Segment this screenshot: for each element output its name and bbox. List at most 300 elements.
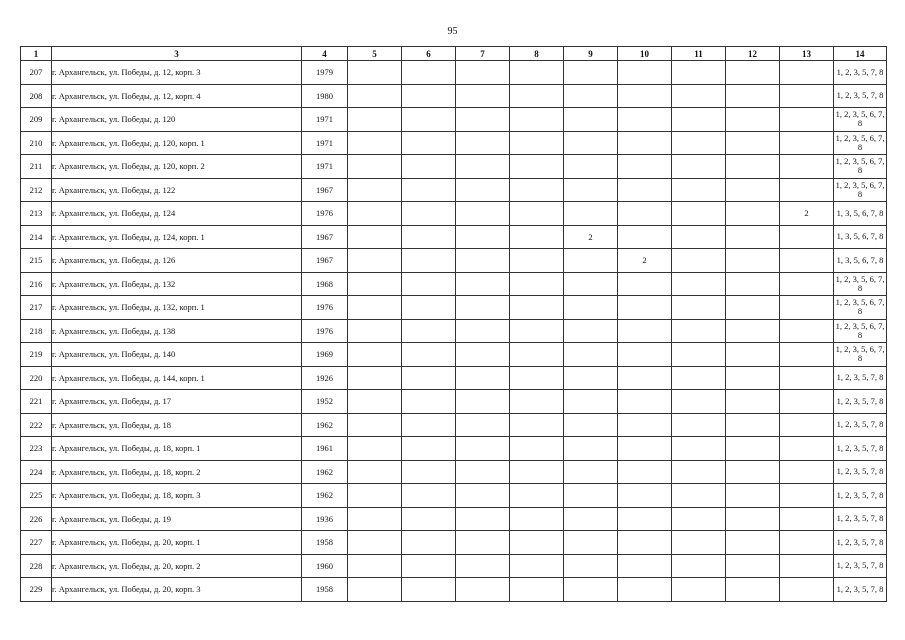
column-header: 11 (672, 47, 726, 61)
column-header: 9 (564, 47, 618, 61)
col12-cell (726, 554, 780, 578)
col11-cell (672, 131, 726, 155)
col6-cell (402, 413, 456, 437)
col10-cell: 2 (618, 249, 672, 273)
col6-cell (402, 61, 456, 85)
col14-cell: 1, 2, 3, 5, 6, 7, 8 (834, 272, 887, 296)
col13-cell (780, 578, 834, 602)
column-header: 12 (726, 47, 780, 61)
col7-cell (456, 343, 510, 367)
col11-cell (672, 437, 726, 461)
col5-cell (348, 366, 402, 390)
col14-cell: 1, 2, 3, 5, 7, 8 (834, 84, 887, 108)
row-number: 215 (21, 249, 52, 273)
row-number: 226 (21, 507, 52, 531)
col13-cell (780, 507, 834, 531)
col6-cell (402, 202, 456, 226)
address-cell: г. Архангельск, ул. Победы, д. 120, корп. 1 (52, 131, 302, 155)
address-cell: г. Архангельск, ул. Победы, д. 20, корп. 1 (52, 531, 302, 555)
col11-cell (672, 484, 726, 508)
col14-cell: 1, 2, 3, 5, 6, 7, 8 (834, 178, 887, 202)
col12-cell (726, 343, 780, 367)
row-number: 225 (21, 484, 52, 508)
col7-cell (456, 61, 510, 85)
col14-cell: 1, 2, 3, 5, 7, 8 (834, 578, 887, 602)
col8-cell (510, 319, 564, 343)
col11-cell (672, 343, 726, 367)
address-cell: г. Архангельск, ул. Победы, д. 18, корп. 1 (52, 437, 302, 461)
col9-cell (564, 554, 618, 578)
col13-cell (780, 296, 834, 320)
col11-cell (672, 225, 726, 249)
col8-cell (510, 578, 564, 602)
col12-cell (726, 531, 780, 555)
row-number: 218 (21, 319, 52, 343)
col6-cell (402, 484, 456, 508)
col11-cell (672, 272, 726, 296)
col9-cell (564, 319, 618, 343)
address-cell: г. Архангельск, ул. Победы, д. 132 (52, 272, 302, 296)
col11-cell (672, 390, 726, 414)
address-cell: г. Архангельск, ул. Победы, д. 120, корп. 2 (52, 155, 302, 179)
col12-cell (726, 484, 780, 508)
col12-cell (726, 366, 780, 390)
col13-cell (780, 272, 834, 296)
year-cell: 1958 (302, 578, 348, 602)
col8-cell (510, 131, 564, 155)
col6-cell (402, 390, 456, 414)
table-row (21, 225, 887, 249)
row-number: 227 (21, 531, 52, 555)
col14-cell: 1, 2, 3, 5, 6, 7, 8 (834, 343, 887, 367)
col12-cell (726, 61, 780, 85)
address-cell: г. Архангельск, ул. Победы, д. 126 (52, 249, 302, 273)
row-number: 211 (21, 155, 52, 179)
col8-cell (510, 155, 564, 179)
row-number: 220 (21, 366, 52, 390)
col10-cell (618, 84, 672, 108)
col9-cell (564, 202, 618, 226)
year-cell: 1971 (302, 108, 348, 132)
year-cell: 1962 (302, 460, 348, 484)
row-number: 212 (21, 178, 52, 202)
table-row (21, 61, 887, 85)
address-cell: г. Архангельск, ул. Победы, д. 138 (52, 319, 302, 343)
col10-cell (618, 484, 672, 508)
col14-cell: 1, 2, 3, 5, 7, 8 (834, 531, 887, 555)
col11-cell (672, 84, 726, 108)
col10-cell (618, 437, 672, 461)
col11-cell (672, 554, 726, 578)
address-cell: г. Архангельск, ул. Победы, д. 12, корп. 3 (52, 61, 302, 85)
col10-cell (618, 366, 672, 390)
col8-cell (510, 507, 564, 531)
col13-cell (780, 366, 834, 390)
col9-cell (564, 507, 618, 531)
col9-cell (564, 484, 618, 508)
col5-cell (348, 413, 402, 437)
col6-cell (402, 178, 456, 202)
col11-cell (672, 155, 726, 179)
col12-cell (726, 437, 780, 461)
col7-cell (456, 202, 510, 226)
table-row (21, 84, 887, 108)
col6-cell (402, 554, 456, 578)
table-row (21, 108, 887, 132)
col13-cell (780, 460, 834, 484)
col11-cell (672, 296, 726, 320)
col6-cell (402, 225, 456, 249)
table-row (21, 366, 887, 390)
col14-cell: 1, 2, 3, 5, 6, 7, 8 (834, 108, 887, 132)
col13-cell: 2 (780, 202, 834, 226)
col13-cell (780, 108, 834, 132)
col8-cell (510, 84, 564, 108)
col13-cell (780, 131, 834, 155)
row-number: 216 (21, 272, 52, 296)
col9-cell (564, 61, 618, 85)
row-number: 210 (21, 131, 52, 155)
col13-cell (780, 484, 834, 508)
col14-cell: 1, 2, 3, 5, 6, 7, 8 (834, 296, 887, 320)
col6-cell (402, 296, 456, 320)
col5-cell (348, 61, 402, 85)
col12-cell (726, 108, 780, 132)
page-number: 95 (447, 26, 458, 37)
address-cell: г. Архангельск, ул. Победы, д. 124, корп. 1 (52, 225, 302, 249)
col6-cell (402, 437, 456, 461)
col14-cell: 1, 2, 3, 5, 7, 8 (834, 554, 887, 578)
col12-cell (726, 390, 780, 414)
col6-cell (402, 578, 456, 602)
address-cell: г. Архангельск, ул. Победы, д. 140 (52, 343, 302, 367)
col10-cell (618, 319, 672, 343)
col9-cell (564, 178, 618, 202)
col6-cell (402, 507, 456, 531)
address-cell: г. Архангельск, ул. Победы, д. 122 (52, 178, 302, 202)
col10-cell (618, 554, 672, 578)
col11-cell (672, 531, 726, 555)
col7-cell (456, 507, 510, 531)
row-number: 208 (21, 84, 52, 108)
col7-cell (456, 249, 510, 273)
address-cell: г. Архангельск, ул. Победы, д. 12, корп. 4 (52, 84, 302, 108)
col14-cell: 1, 2, 3, 5, 7, 8 (834, 61, 887, 85)
col11-cell (672, 108, 726, 132)
col9-cell (564, 578, 618, 602)
col13-cell (780, 319, 834, 343)
col11-cell (672, 249, 726, 273)
address-cell: г. Архангельск, ул. Победы, д. 18, корп. 2 (52, 460, 302, 484)
col10-cell (618, 413, 672, 437)
row-number: 228 (21, 554, 52, 578)
col10-cell (618, 225, 672, 249)
table-row (21, 296, 887, 320)
col5-cell (348, 319, 402, 343)
col8-cell (510, 366, 564, 390)
row-number: 229 (21, 578, 52, 602)
col7-cell (456, 578, 510, 602)
col13-cell (780, 343, 834, 367)
col7-cell (456, 531, 510, 555)
address-cell: г. Архангельск, ул. Победы, д. 20, корп. 3 (52, 578, 302, 602)
col12-cell (726, 202, 780, 226)
col9-cell (564, 131, 618, 155)
year-cell: 1952 (302, 390, 348, 414)
address-cell: г. Архангельск, ул. Победы, д. 18, корп. 3 (52, 484, 302, 508)
col7-cell (456, 319, 510, 343)
col5-cell (348, 507, 402, 531)
col12-cell (726, 225, 780, 249)
col5-cell (348, 202, 402, 226)
col14-cell: 1, 2, 3, 5, 6, 7, 8 (834, 319, 887, 343)
col7-cell (456, 84, 510, 108)
col9-cell (564, 531, 618, 555)
col5-cell (348, 390, 402, 414)
address-cell: г. Архангельск, ул. Победы, д. 124 (52, 202, 302, 226)
col14-cell: 1, 3, 5, 6, 7, 8 (834, 202, 887, 226)
year-cell: 1967 (302, 249, 348, 273)
col8-cell (510, 296, 564, 320)
housing-register-table (20, 46, 887, 602)
col13-cell (780, 225, 834, 249)
col13-cell (780, 531, 834, 555)
col9-cell (564, 272, 618, 296)
col5-cell (348, 296, 402, 320)
col8-cell (510, 390, 564, 414)
col10-cell (618, 202, 672, 226)
col14-cell: 1, 2, 3, 5, 7, 8 (834, 507, 887, 531)
table-row (21, 178, 887, 202)
col7-cell (456, 272, 510, 296)
col14-cell: 1, 2, 3, 5, 7, 8 (834, 413, 887, 437)
year-cell: 1976 (302, 202, 348, 226)
address-cell: г. Архангельск, ул. Победы, д. 20, корп. 2 (52, 554, 302, 578)
col8-cell (510, 531, 564, 555)
year-cell: 1967 (302, 178, 348, 202)
col8-cell (510, 437, 564, 461)
col10-cell (618, 108, 672, 132)
address-cell: г. Архангельск, ул. Победы, д. 18 (52, 413, 302, 437)
table-row (21, 460, 887, 484)
col6-cell (402, 155, 456, 179)
year-cell: 1979 (302, 61, 348, 85)
col5-cell (348, 554, 402, 578)
col10-cell (618, 390, 672, 414)
col10-cell (618, 460, 672, 484)
col13-cell (780, 178, 834, 202)
col9-cell (564, 108, 618, 132)
col8-cell (510, 272, 564, 296)
column-header: 8 (510, 47, 564, 61)
year-cell: 1971 (302, 155, 348, 179)
col7-cell (456, 484, 510, 508)
column-header: 10 (618, 47, 672, 61)
col9-cell (564, 413, 618, 437)
row-number: 209 (21, 108, 52, 132)
col13-cell (780, 249, 834, 273)
row-number: 214 (21, 225, 52, 249)
column-header: 6 (402, 47, 456, 61)
col14-cell: 1, 3, 5, 6, 7, 8 (834, 225, 887, 249)
col6-cell (402, 131, 456, 155)
col10-cell (618, 178, 672, 202)
col11-cell (672, 366, 726, 390)
col9-cell (564, 460, 618, 484)
column-header: 13 (780, 47, 834, 61)
col14-cell: 1, 2, 3, 5, 7, 8 (834, 484, 887, 508)
col7-cell (456, 108, 510, 132)
col7-cell (456, 131, 510, 155)
year-cell: 1969 (302, 343, 348, 367)
row-number: 224 (21, 460, 52, 484)
col12-cell (726, 413, 780, 437)
col14-cell: 1, 2, 3, 5, 7, 8 (834, 437, 887, 461)
col7-cell (456, 155, 510, 179)
row-number: 221 (21, 390, 52, 414)
address-cell: г. Архангельск, ул. Победы, д. 144, корп. 1 (52, 366, 302, 390)
col9-cell (564, 390, 618, 414)
year-cell: 1926 (302, 366, 348, 390)
col5-cell (348, 225, 402, 249)
col5-cell (348, 437, 402, 461)
col14-cell: 1, 2, 3, 5, 7, 8 (834, 366, 887, 390)
row-number: 207 (21, 61, 52, 85)
col6-cell (402, 319, 456, 343)
col9-cell (564, 343, 618, 367)
col5-cell (348, 178, 402, 202)
year-cell: 1976 (302, 319, 348, 343)
year-cell: 1968 (302, 272, 348, 296)
col14-cell: 1, 2, 3, 5, 6, 7, 8 (834, 131, 887, 155)
col13-cell (780, 437, 834, 461)
row-number: 217 (21, 296, 52, 320)
col8-cell (510, 61, 564, 85)
col10-cell (618, 272, 672, 296)
col14-cell: 1, 2, 3, 5, 6, 7, 8 (834, 155, 887, 179)
col8-cell (510, 460, 564, 484)
column-header: 4 (302, 47, 348, 61)
col9-cell (564, 296, 618, 320)
col5-cell (348, 343, 402, 367)
col8-cell (510, 225, 564, 249)
year-cell: 1958 (302, 531, 348, 555)
col8-cell (510, 108, 564, 132)
year-cell: 1980 (302, 84, 348, 108)
table-row (21, 343, 887, 367)
col12-cell (726, 296, 780, 320)
col7-cell (456, 554, 510, 578)
col12-cell (726, 249, 780, 273)
col14-cell: 1, 2, 3, 5, 7, 8 (834, 460, 887, 484)
col12-cell (726, 84, 780, 108)
table-row (21, 249, 887, 273)
address-cell: г. Архангельск, ул. Победы, д. 19 (52, 507, 302, 531)
row-number: 219 (21, 343, 52, 367)
col9-cell (564, 437, 618, 461)
col5-cell (348, 249, 402, 273)
row-number: 222 (21, 413, 52, 437)
table-row (21, 319, 887, 343)
col9-cell (564, 155, 618, 179)
row-number: 223 (21, 437, 52, 461)
col13-cell (780, 155, 834, 179)
col10-cell (618, 131, 672, 155)
col11-cell (672, 460, 726, 484)
col6-cell (402, 249, 456, 273)
table-row (21, 202, 887, 226)
address-cell: г. Архангельск, ул. Победы, д. 132, корп. 1 (52, 296, 302, 320)
col6-cell (402, 343, 456, 367)
year-cell: 1962 (302, 413, 348, 437)
col7-cell (456, 390, 510, 414)
year-cell: 1936 (302, 507, 348, 531)
col11-cell (672, 507, 726, 531)
col11-cell (672, 61, 726, 85)
col13-cell (780, 554, 834, 578)
col5-cell (348, 531, 402, 555)
col8-cell (510, 343, 564, 367)
col8-cell (510, 484, 564, 508)
col12-cell (726, 460, 780, 484)
col5-cell (348, 84, 402, 108)
col6-cell (402, 84, 456, 108)
col7-cell (456, 366, 510, 390)
table-row (21, 131, 887, 155)
year-cell: 1960 (302, 554, 348, 578)
col13-cell (780, 84, 834, 108)
table-row (21, 507, 887, 531)
col11-cell (672, 413, 726, 437)
col5-cell (348, 131, 402, 155)
col8-cell (510, 554, 564, 578)
col10-cell (618, 155, 672, 179)
col5-cell (348, 578, 402, 602)
table-row (21, 272, 887, 296)
col11-cell (672, 319, 726, 343)
col13-cell (780, 61, 834, 85)
col5-cell (348, 155, 402, 179)
year-cell: 1967 (302, 225, 348, 249)
col5-cell (348, 484, 402, 508)
year-cell: 1976 (302, 296, 348, 320)
col10-cell (618, 578, 672, 602)
table-row (21, 578, 887, 602)
table-row (21, 554, 887, 578)
col10-cell (618, 531, 672, 555)
row-number: 213 (21, 202, 52, 226)
col12-cell (726, 507, 780, 531)
col10-cell (618, 343, 672, 367)
col6-cell (402, 460, 456, 484)
col5-cell (348, 272, 402, 296)
col5-cell (348, 108, 402, 132)
col7-cell (456, 437, 510, 461)
table-row (21, 155, 887, 179)
col13-cell (780, 413, 834, 437)
col7-cell (456, 178, 510, 202)
col12-cell (726, 178, 780, 202)
table-body (21, 61, 887, 602)
col14-cell: 1, 2, 3, 5, 7, 8 (834, 390, 887, 414)
col10-cell (618, 507, 672, 531)
col5-cell (348, 460, 402, 484)
col13-cell (780, 390, 834, 414)
col9-cell (564, 84, 618, 108)
col8-cell (510, 413, 564, 437)
col10-cell (618, 61, 672, 85)
col10-cell (618, 296, 672, 320)
